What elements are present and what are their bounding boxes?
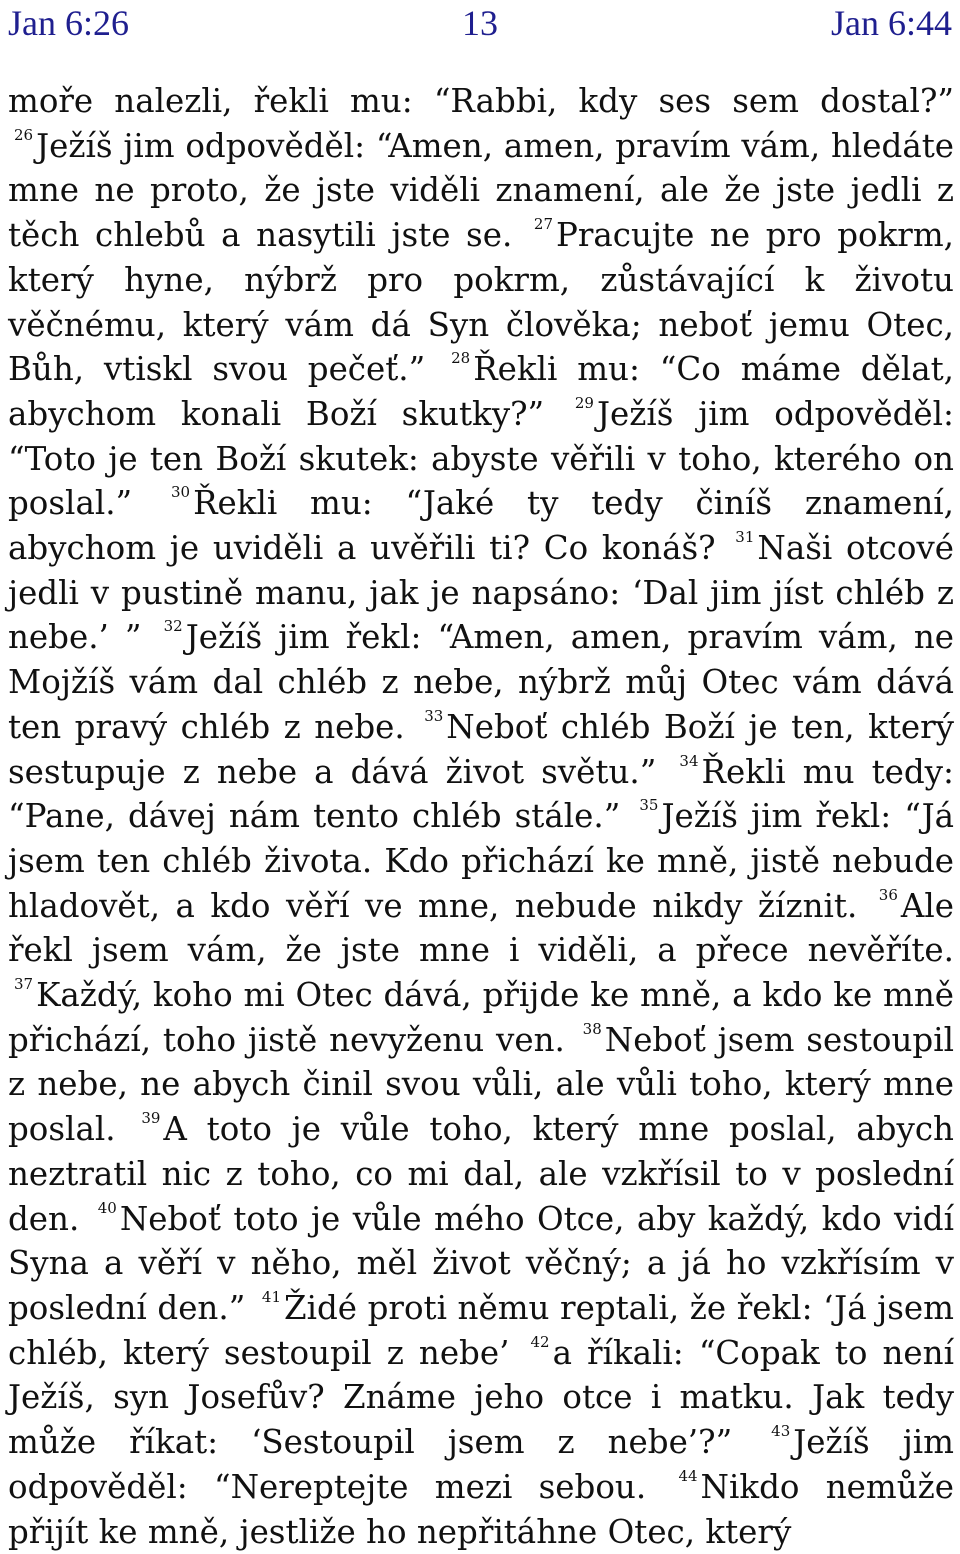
verse-number: 29 bbox=[574, 393, 594, 412]
verse-number: 33 bbox=[424, 706, 444, 725]
verse-text: Neboť jsem sestoupil z nebe, ne abych činil svou vůli, ale vůli toho, který mne poslal. bbox=[8, 1020, 955, 1149]
verse-text: Řekli mu: “Jaké ty tedy činíš znamení, abychom je uviděli a uvěřili ti? Co konáš? bbox=[8, 484, 954, 568]
verse-number: 42 bbox=[530, 1332, 550, 1351]
verse-text: Nikdo nemůže přijít ke mně, jestliže ho nepřitáhne Otec, který bbox=[8, 1467, 954, 1551]
verse-number: 40 bbox=[97, 1198, 117, 1217]
verse-text: Naši otcové jedli v pustině manu, jak je napsáno: ‘Dal jim jíst chléb z nebe.’ ” bbox=[8, 529, 954, 657]
verse-number: 26 bbox=[14, 125, 34, 144]
verse-text: Řekli mu: “Co máme dělat, abychom konali Boží skutky?” bbox=[8, 350, 954, 433]
verse-text: Ježíš jim odpověděl: “Amen, amen, pravím vám, hledáte mne ne proto, že jste viděli znamení, ale že jste jedli z těch chlebů a nasytili jste se. bbox=[8, 126, 954, 255]
verse-number: 35 bbox=[639, 796, 659, 815]
verse-text: Židé proti němu reptali, že řekl: ‘Já jsem chléb, který sestoupil z nebe’ bbox=[8, 1288, 954, 1372]
verse-number: 39 bbox=[141, 1109, 161, 1128]
verse-number: 28 bbox=[451, 349, 471, 368]
verse-text: Řekli mu tedy: “Pane, dávej nám tento chléb stále.” bbox=[8, 752, 954, 836]
verse-text: Pracujte ne pro pokrm, který hyne, nýbrž pro pokrm, zůstávající k životu věčnému, který vám dá Syn člověka; neboť jemu Otec, Bůh, vtiskl svou pečeť.” bbox=[8, 216, 954, 389]
verse-text: Ale řekl jsem vám, že jste mne i viděli, a přece nevěříte. bbox=[8, 886, 954, 970]
verse-number: 43 bbox=[771, 1422, 791, 1441]
verse-number: 37 bbox=[14, 975, 34, 994]
verse-number: 41 bbox=[261, 1287, 281, 1306]
scripture-text bbox=[8, 79, 954, 1554]
verse-text: Neboť toto je vůle mého Otce, aby každý, kdo vidí Syna a věří v něho, měl život věčný; a já ho vzkřísím v poslední den.” bbox=[8, 1199, 954, 1327]
verse-text: Ježíš jim řekl: “Amen, amen, pravím vám, ne Mojžíš vám dal chléb z nebe, nýbrž můj Otec vám dává ten pravý chléb z nebe. bbox=[8, 618, 955, 746]
verse-text: moře nalezli, řekli mu: “Rabbi, kdy ses sem dostal?” bbox=[8, 82, 954, 120]
verse-text: A toto je vůle toho, který mne poslal, abych neztratil nic z toho, co mi dal, ale vzkřísil to v poslední den. bbox=[8, 1110, 954, 1238]
verse-number: 30 bbox=[170, 483, 191, 502]
verse-number: 34 bbox=[679, 751, 699, 770]
verse-number: 27 bbox=[533, 215, 554, 234]
verse-number: 31 bbox=[735, 528, 755, 547]
page-number: 13 bbox=[462, 3, 498, 43]
verse-text: Neboť chléb Boží je ten, který sestupuje z nebe a dává život světu.” bbox=[8, 707, 954, 791]
verse-number: 32 bbox=[163, 617, 183, 636]
running-header bbox=[0, 0, 960, 48]
verse-number: 38 bbox=[582, 1019, 602, 1038]
verse-number: 44 bbox=[678, 1466, 698, 1485]
verse-text: Ježíš jim řekl: “Já jsem ten chléb života. Kdo přichází ke mně, jistě nebude hladovět, a kdo věří ve mne, nebude nikdy žíznit. bbox=[8, 797, 954, 925]
verse-text: Ježíš jim odpověděl: “Toto je ten Boží skutek: abyste věřili v toho, kterého on poslal.” bbox=[8, 394, 954, 523]
verse-text: Ježíš jim odpověděl: “Nereptejte mezi sebou. bbox=[8, 1423, 954, 1506]
right-reference: Jan 6:44 bbox=[831, 3, 952, 43]
left-reference: Jan 6:26 bbox=[8, 3, 129, 43]
verse-text: a říkali: “Copak to není Ježíš, syn Josefův? Známe jeho otce i matku. Jak tedy může říkat: ‘Sestoupil jsem z nebe’?” bbox=[8, 1333, 954, 1462]
verse-number: 36 bbox=[878, 885, 898, 904]
verse-text: Každý, koho mi Otec dává, přijde ke mně, a kdo ke mně přichází, toho jistě nevyženu ven. bbox=[8, 976, 954, 1059]
